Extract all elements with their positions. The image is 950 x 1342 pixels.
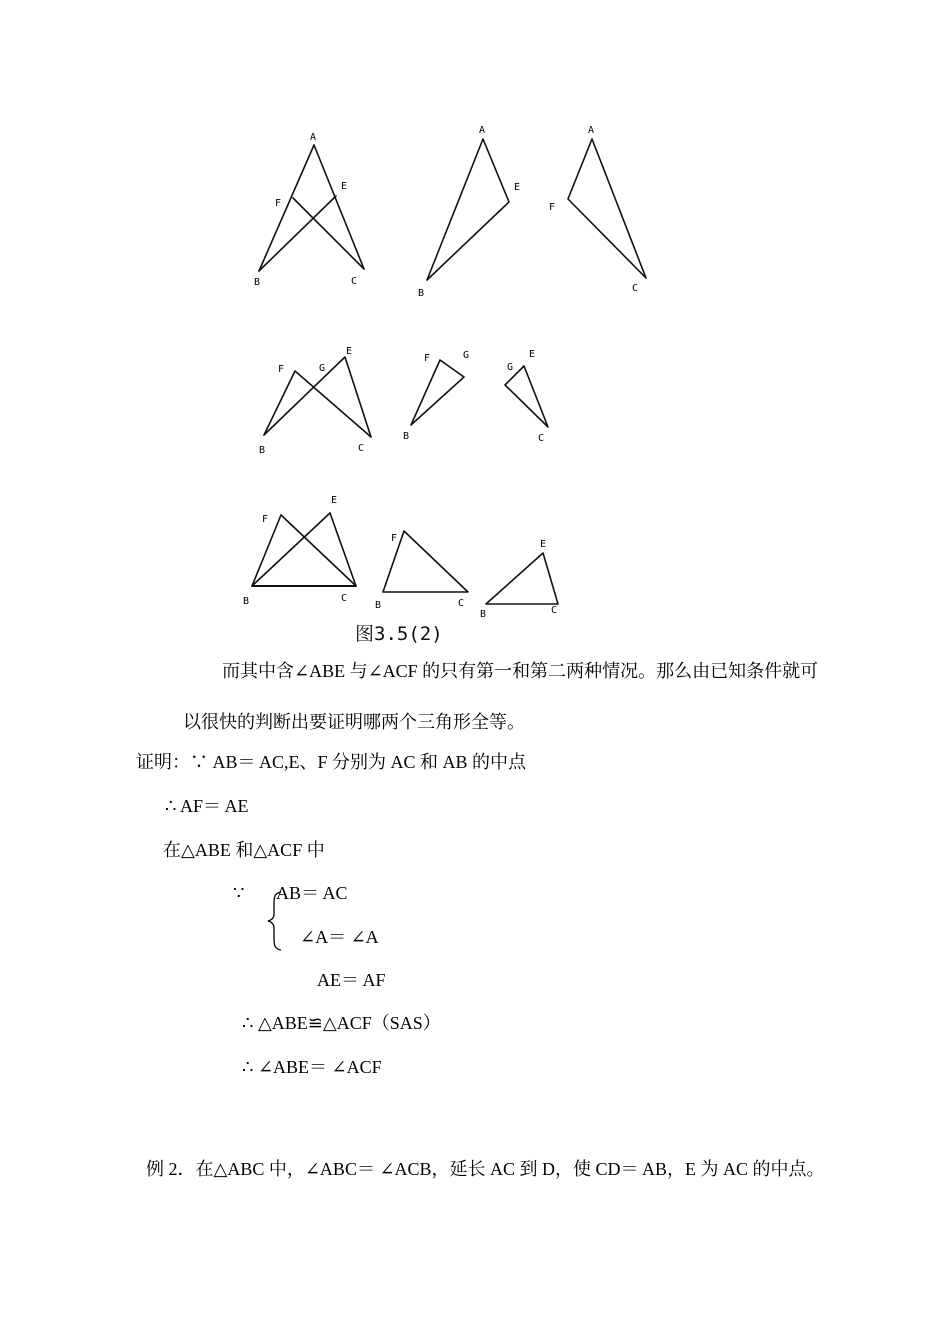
left-brace-icon <box>265 890 285 952</box>
because-symbol: ∵ <box>233 883 245 903</box>
figure-3-5-2 <box>0 0 950 660</box>
label-G: G <box>463 350 470 361</box>
label-F: F <box>275 198 282 209</box>
fig-row1-triangle-acf <box>549 125 646 294</box>
label-F: F <box>424 353 431 364</box>
fig-row3-whole <box>243 495 356 607</box>
label-E: E <box>540 539 547 550</box>
example-2: 例 2．在△ABC 中，∠ABC＝ ∠ACB，延长 AC 到 D，使 CD＝ AB，E 为 AC 的中点。 <box>146 1159 825 1179</box>
condition-ae-af: AE＝ AF <box>317 970 386 990</box>
therefore-af-ae: ∴ AF＝ AE <box>165 796 249 816</box>
fig-row2-triangle-bfg <box>403 350 469 442</box>
fig-row2-triangle-ceg <box>505 349 548 444</box>
proof-intro: 证明：∵ AB＝ AC,E、F 分别为 AC 和 AB 的中点 <box>136 752 527 772</box>
paragraph-2: 以很快的判断出要证明哪两个三角形全等。 <box>183 712 525 732</box>
label-B: B <box>243 596 250 607</box>
label-G: G <box>319 363 326 374</box>
label-A: A <box>310 132 317 143</box>
label-F: F <box>549 202 556 213</box>
fig-row1-triangle-abe <box>418 125 520 299</box>
label-C: C <box>458 598 465 609</box>
label-A: A <box>588 125 595 136</box>
fig-row3-triangle-bcf <box>375 531 468 611</box>
label-B: B <box>403 431 410 442</box>
condition-ab-ac: AB＝ AC <box>276 883 348 903</box>
label-C: C <box>538 433 545 444</box>
label-C: C <box>358 443 365 454</box>
label-A: A <box>479 125 486 136</box>
label-E: E <box>529 349 536 360</box>
label-B: B <box>259 445 266 456</box>
label-C: C <box>551 605 558 616</box>
label-F: F <box>391 533 398 544</box>
label-B: B <box>375 600 382 611</box>
paragraph-1: 而其中含∠ABE 与∠ACF 的只有第一和第二两种情况。那么由已知条件就可 <box>222 661 819 681</box>
figure-caption: 图3.5(2) <box>355 623 443 645</box>
label-C: C <box>632 283 639 294</box>
label-C: C <box>341 593 348 604</box>
label-C: C <box>351 276 358 287</box>
label-E: E <box>346 346 353 357</box>
label-E: E <box>341 181 348 192</box>
fig-row3-triangle-bce <box>480 539 558 620</box>
label-B: B <box>418 288 425 299</box>
label-E: E <box>331 495 338 506</box>
fig-row2-whole <box>259 346 371 456</box>
in-triangles: 在△ABE 和△ACF 中 <box>163 840 325 860</box>
conclusion-congruent: ∴ △ABE≌△ACF（SAS） <box>242 1013 441 1033</box>
condition-angle-a: ∠A＝ ∠A <box>300 927 379 947</box>
conclusion-angles: ∴ ∠ABE＝ ∠ACF <box>242 1057 382 1077</box>
label-F: F <box>278 364 285 375</box>
label-E: E <box>514 182 521 193</box>
fig-row1-whole <box>254 132 364 288</box>
label-G: G <box>507 362 514 373</box>
label-B: B <box>254 277 261 288</box>
label-F: F <box>262 514 269 525</box>
label-B: B <box>480 609 487 620</box>
